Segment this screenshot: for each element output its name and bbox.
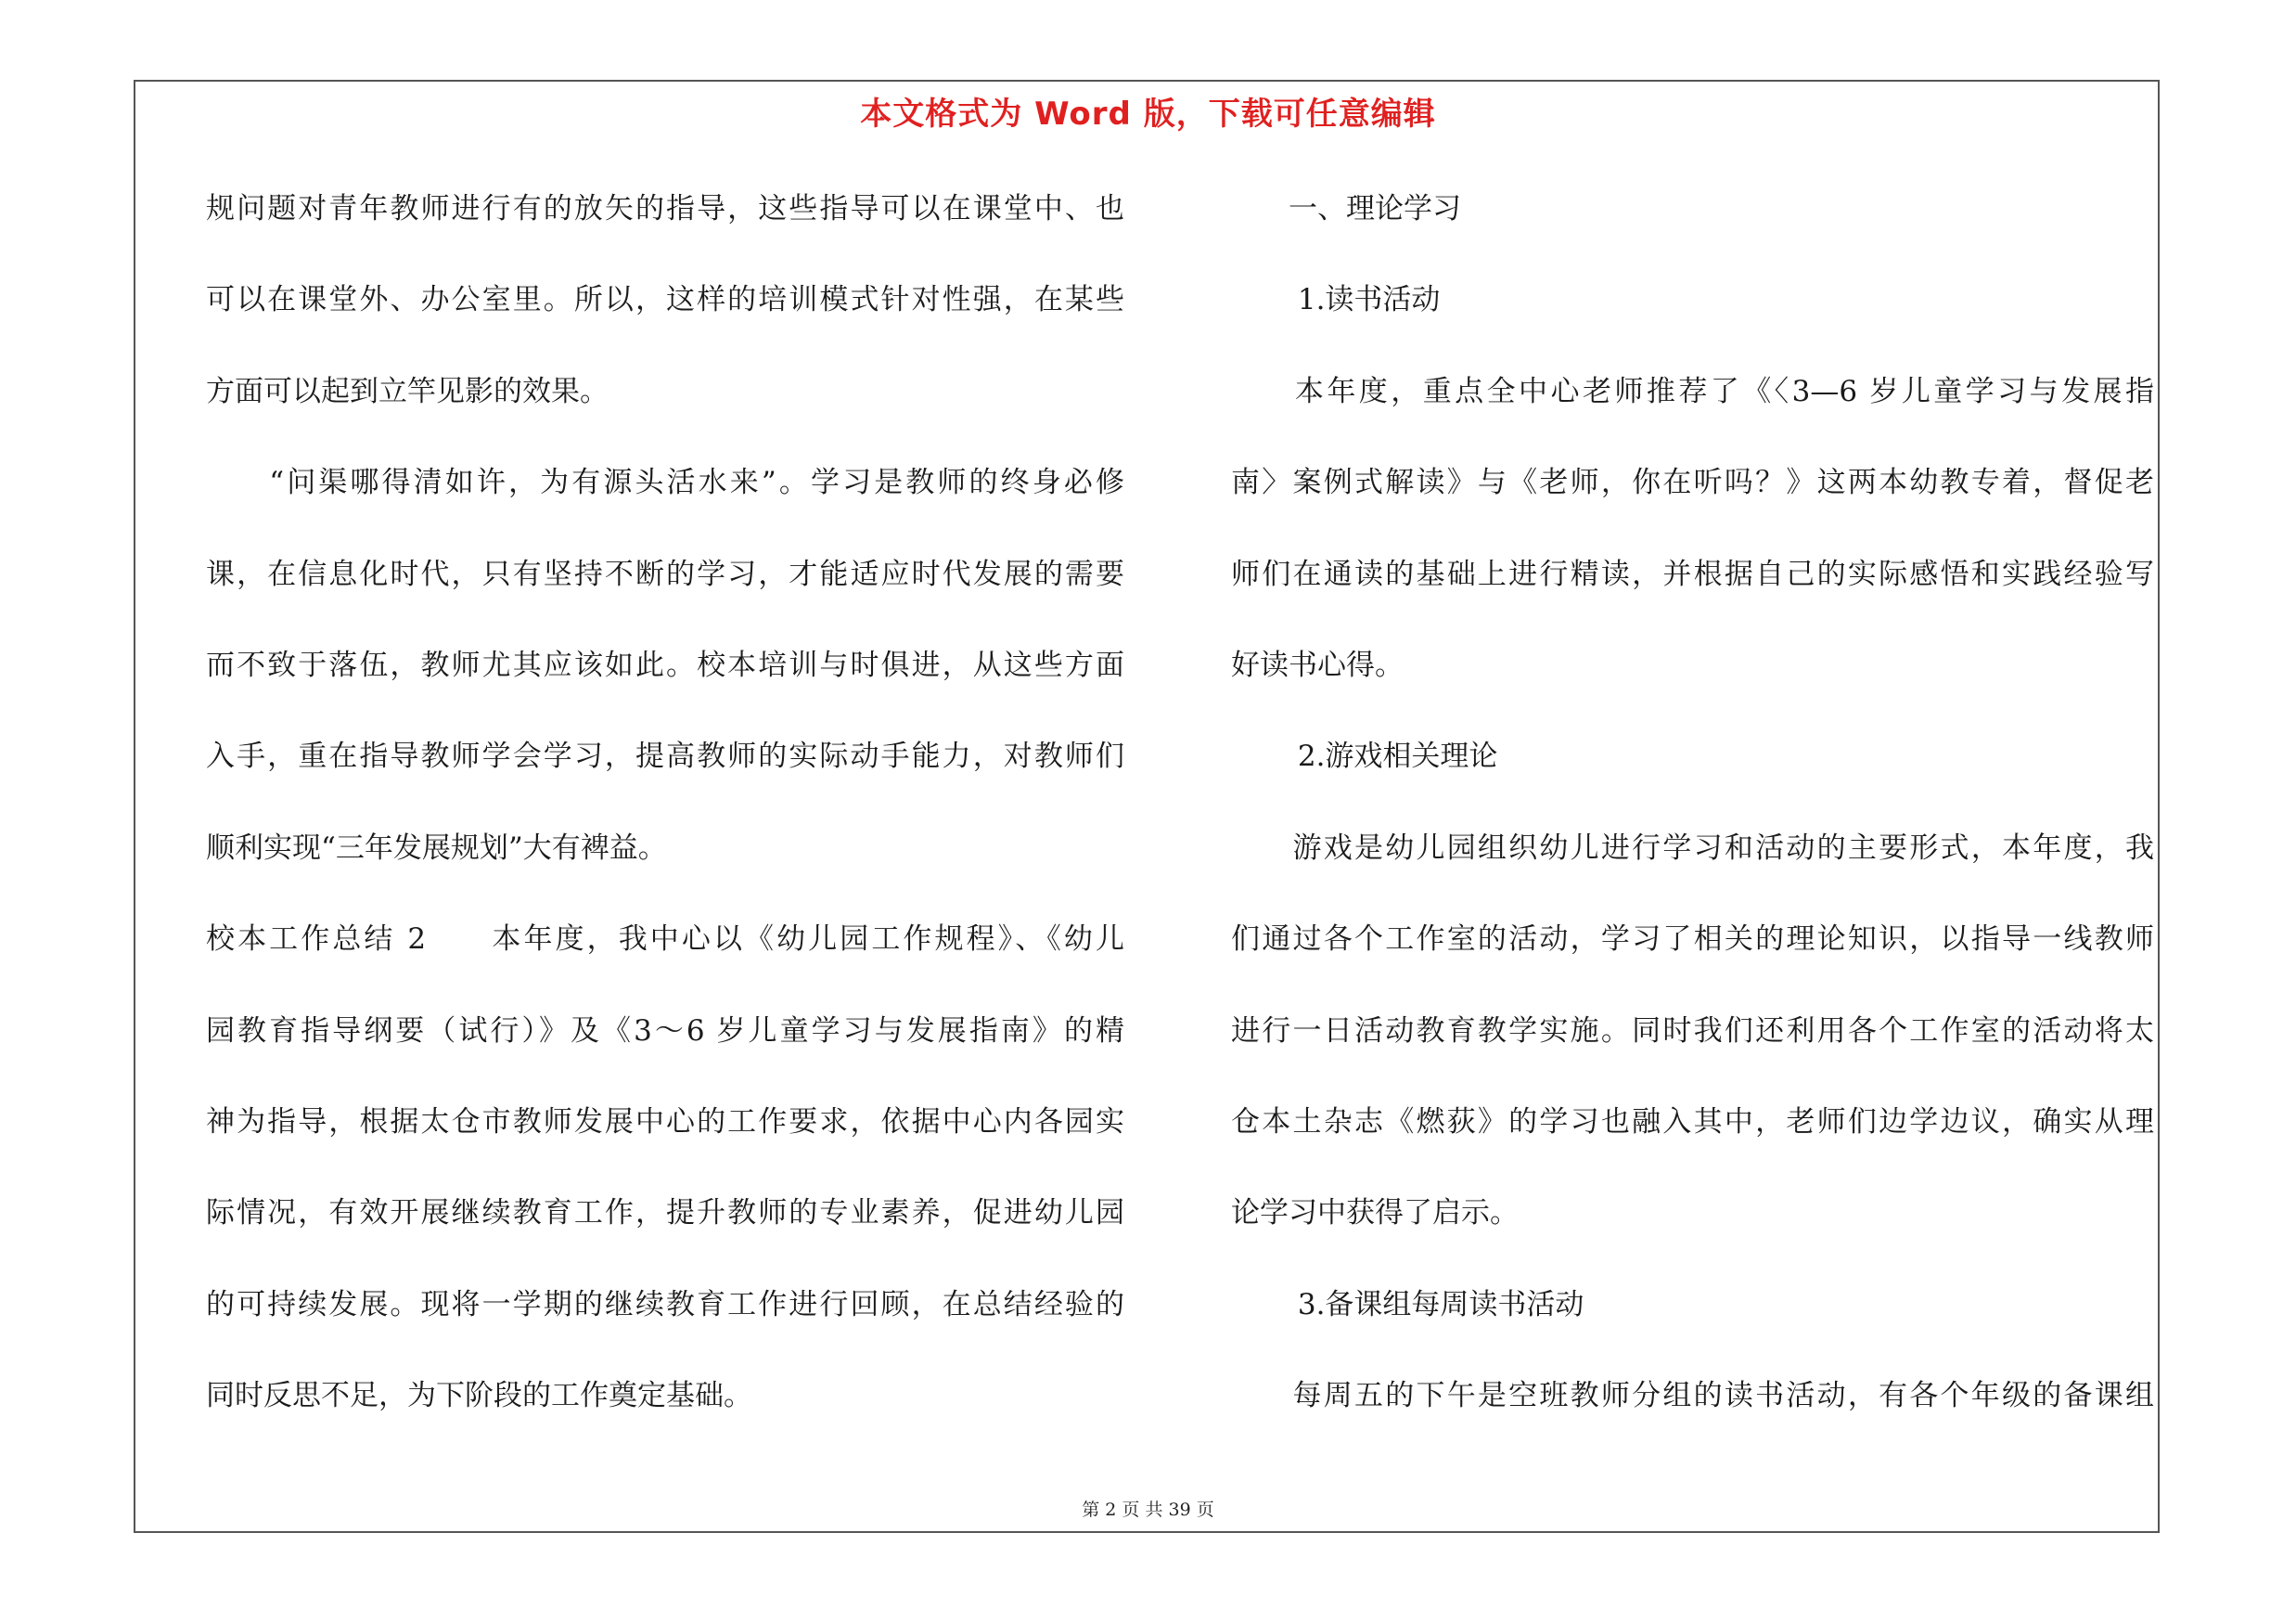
left-line: 方面可以起到立竿见影的效果。: [206, 374, 609, 408]
right-line: 们通过各个工作室的活动，学习了相关的理论知识，以指导一线教师: [1231, 922, 2154, 957]
right-line: 论学习中获得了启示。: [1231, 1196, 1519, 1230]
left-line: 课，在信息化时代，只有坚持不断的学习，才能适应时代发展的需要: [206, 557, 1124, 591]
right-line: 进行一日活动教育教学实施。同时我们还利用各个工作室的活动将太: [1231, 1013, 2154, 1048]
left-line: 可以在课堂外、办公室里。所以，这样的培训模式针对性强，在某些: [206, 283, 1124, 317]
right-line: 师们在通读的基础上进行精读，并根据自己的实际感悟和实践经验写: [1231, 557, 2154, 591]
right-line: 本年度，重点全中心老师推荐了《〈3—6 岁儿童学习与发展指: [1231, 374, 2154, 408]
left-line: 入手，重在指导教师学会学习，提高教师的实际动手能力，对教师们: [206, 740, 1124, 774]
left-line: 际情况，有效开展继续教育工作，提升教师的专业素养，促进幼儿园: [206, 1196, 1124, 1230]
right-column: [1231, 186, 2154, 1463]
right-line: 1.读书活动: [1231, 283, 1441, 317]
right-line: 仓本土杂志《燃荻》的学习也融入其中，老师们边学边议，确实从理: [1231, 1104, 2154, 1139]
right-line: 游戏是幼儿园组织幼儿进行学习和活动的主要形式，本年度，我: [1231, 831, 2154, 865]
right-line: 3.备课组每周读书活动: [1231, 1287, 1584, 1321]
left-line: 的可持续发展。现将一学期的继续教育工作进行回顾，在总结经验的: [206, 1287, 1124, 1321]
left-line: 规问题对青年教师进行有的放矢的指导，这些指导可以在课堂中、也: [206, 192, 1124, 225]
word-format-banner: 本文格式为 Word 版，下载可任意编辑: [860, 96, 1436, 133]
right-line: 每周五的下午是空班教师分组的读书活动，有各个年级的备课组: [1231, 1379, 2154, 1413]
right-line: 一、理论学习: [1231, 192, 1461, 225]
right-line: 好读书心得。: [1231, 648, 1404, 682]
right-line: 2.游戏相关理论: [1231, 740, 1498, 774]
left-line: “问渠哪得清如许，为有源头活水来”。学习是教师的终身必修: [206, 466, 1124, 500]
page-number-footer: 第 2 页 共 39 页: [1082, 1500, 1214, 1520]
left-line: 顺利实现“三年发展规划”大有裨益。: [206, 831, 667, 865]
left-line: 同时反思不足，为下阶段的工作奠定基础。: [206, 1379, 752, 1413]
left-column: [206, 186, 1124, 1463]
left-line: 而不致于落伍，教师尤其应该如此。校本培训与时俱进，从这些方面: [206, 648, 1124, 682]
right-line: 南〉案例式解读》与《老师，你在听吗？》这两本幼教专着，督促老: [1231, 466, 2154, 500]
left-line: 校本工作总结 2 本年度，我中心以《幼儿园工作规程》、《幼儿: [206, 922, 1124, 957]
left-line: 园教育指导纲要（试行）》及《3～6 岁儿童学习与发展指南》的精: [206, 1013, 1124, 1048]
left-line: 神为指导，根据太仓市教师发展中心的工作要求，依据中心内各园实: [206, 1104, 1124, 1139]
